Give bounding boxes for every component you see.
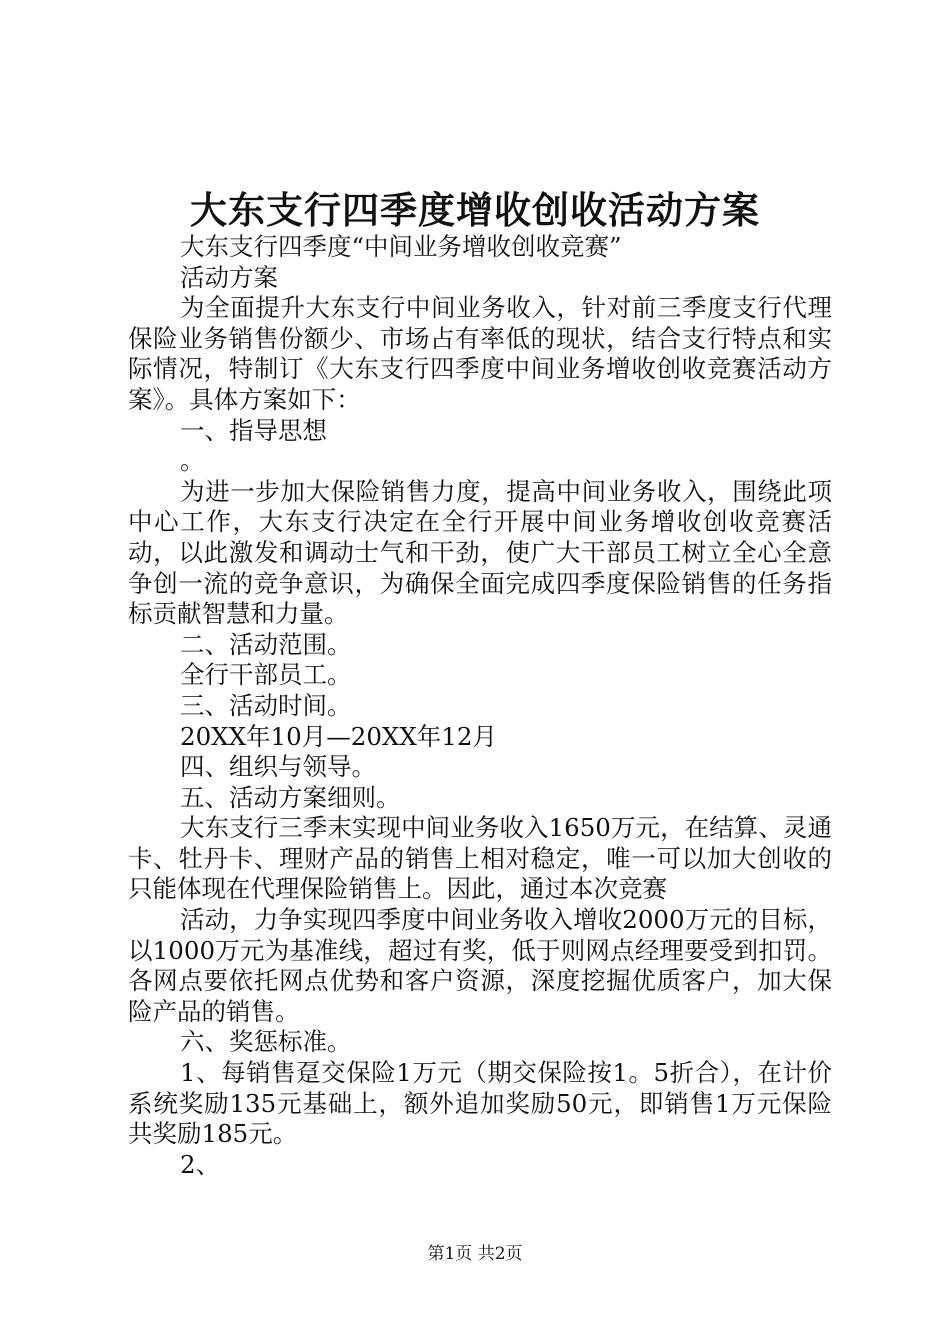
- stray-period: 。: [180, 446, 205, 476]
- rules-paragraph-1: 大东支行三季末实现中间业务收入1650万元，在结算、灵通卡、牡丹卡、理财产品的销售上相对稳定，唯一可以加大创收的只能体现在代理保险销售上。因此，通过本次竞赛: [128, 813, 832, 904]
- page-footer: 第1页 共2页: [427, 1244, 523, 1264]
- intro-paragraph: 为全面提升大东支行中间业务收入，针对前三季度支行代理保险业务销售份额少、市场占有率低的现状，结合支行特点和实际情况，特制订《大东支行四季度中间业务增收创收竞赛活动方案》。具体方案如下：: [128, 293, 832, 414]
- rewards-item-1: 1、每销售趸交保险1万元（期交保险按1。5折合），在计价系统奖励135元基础上，额外追加奖励50元，即销售1万元保险共奖励185元。: [128, 1058, 832, 1149]
- section-heading-scope: 二、活动范围。: [180, 629, 352, 659]
- subtitle-line-2: 活动方案: [180, 262, 278, 292]
- subtitle-line-1: 大东支行四季度“中间业务增收创收竞赛”: [180, 232, 622, 261]
- section-heading-time: 三、活动时间。: [180, 690, 352, 720]
- document-body: [128, 232, 832, 1180]
- section-heading-rules: 五、活动方案细则。: [180, 782, 401, 812]
- guiding-idea-paragraph: 为进一步加大保险销售力度，提高中间业务收入，围绕此项中心工作，大东支行决定在全行开展中间业务增收创收竞赛活动，以此激发和调动士气和干劲，使广大干部员工树立全心全意争创一流的竞争意识，为确保全面完成四季度保险销售的任务指标贡献智慧和力量。: [128, 476, 832, 629]
- section-heading-rewards: 六、奖惩标准。: [180, 1027, 352, 1057]
- rewards-item-2: 2、: [180, 1149, 221, 1179]
- scope-paragraph: 全行干部员工。: [180, 660, 352, 690]
- time-paragraph: 20XX年10月—20XX年12月: [180, 721, 497, 751]
- section-heading-guiding-idea: 一、指导思想: [180, 415, 327, 445]
- document-title: 大东支行四季度增收创收活动方案: [190, 188, 760, 232]
- section-heading-organization: 四、组织与领导。: [180, 752, 376, 782]
- rules-paragraph-2: 活动，力争实现四季度中间业务收入增收2000万元的目标，以1000万元为基准线，超过有奖，低于则网点经理要受到扣罚。各网点要依托网点优势和客户资源，深度挖掘优质客户，加大保险产品的销售。: [128, 905, 832, 1026]
